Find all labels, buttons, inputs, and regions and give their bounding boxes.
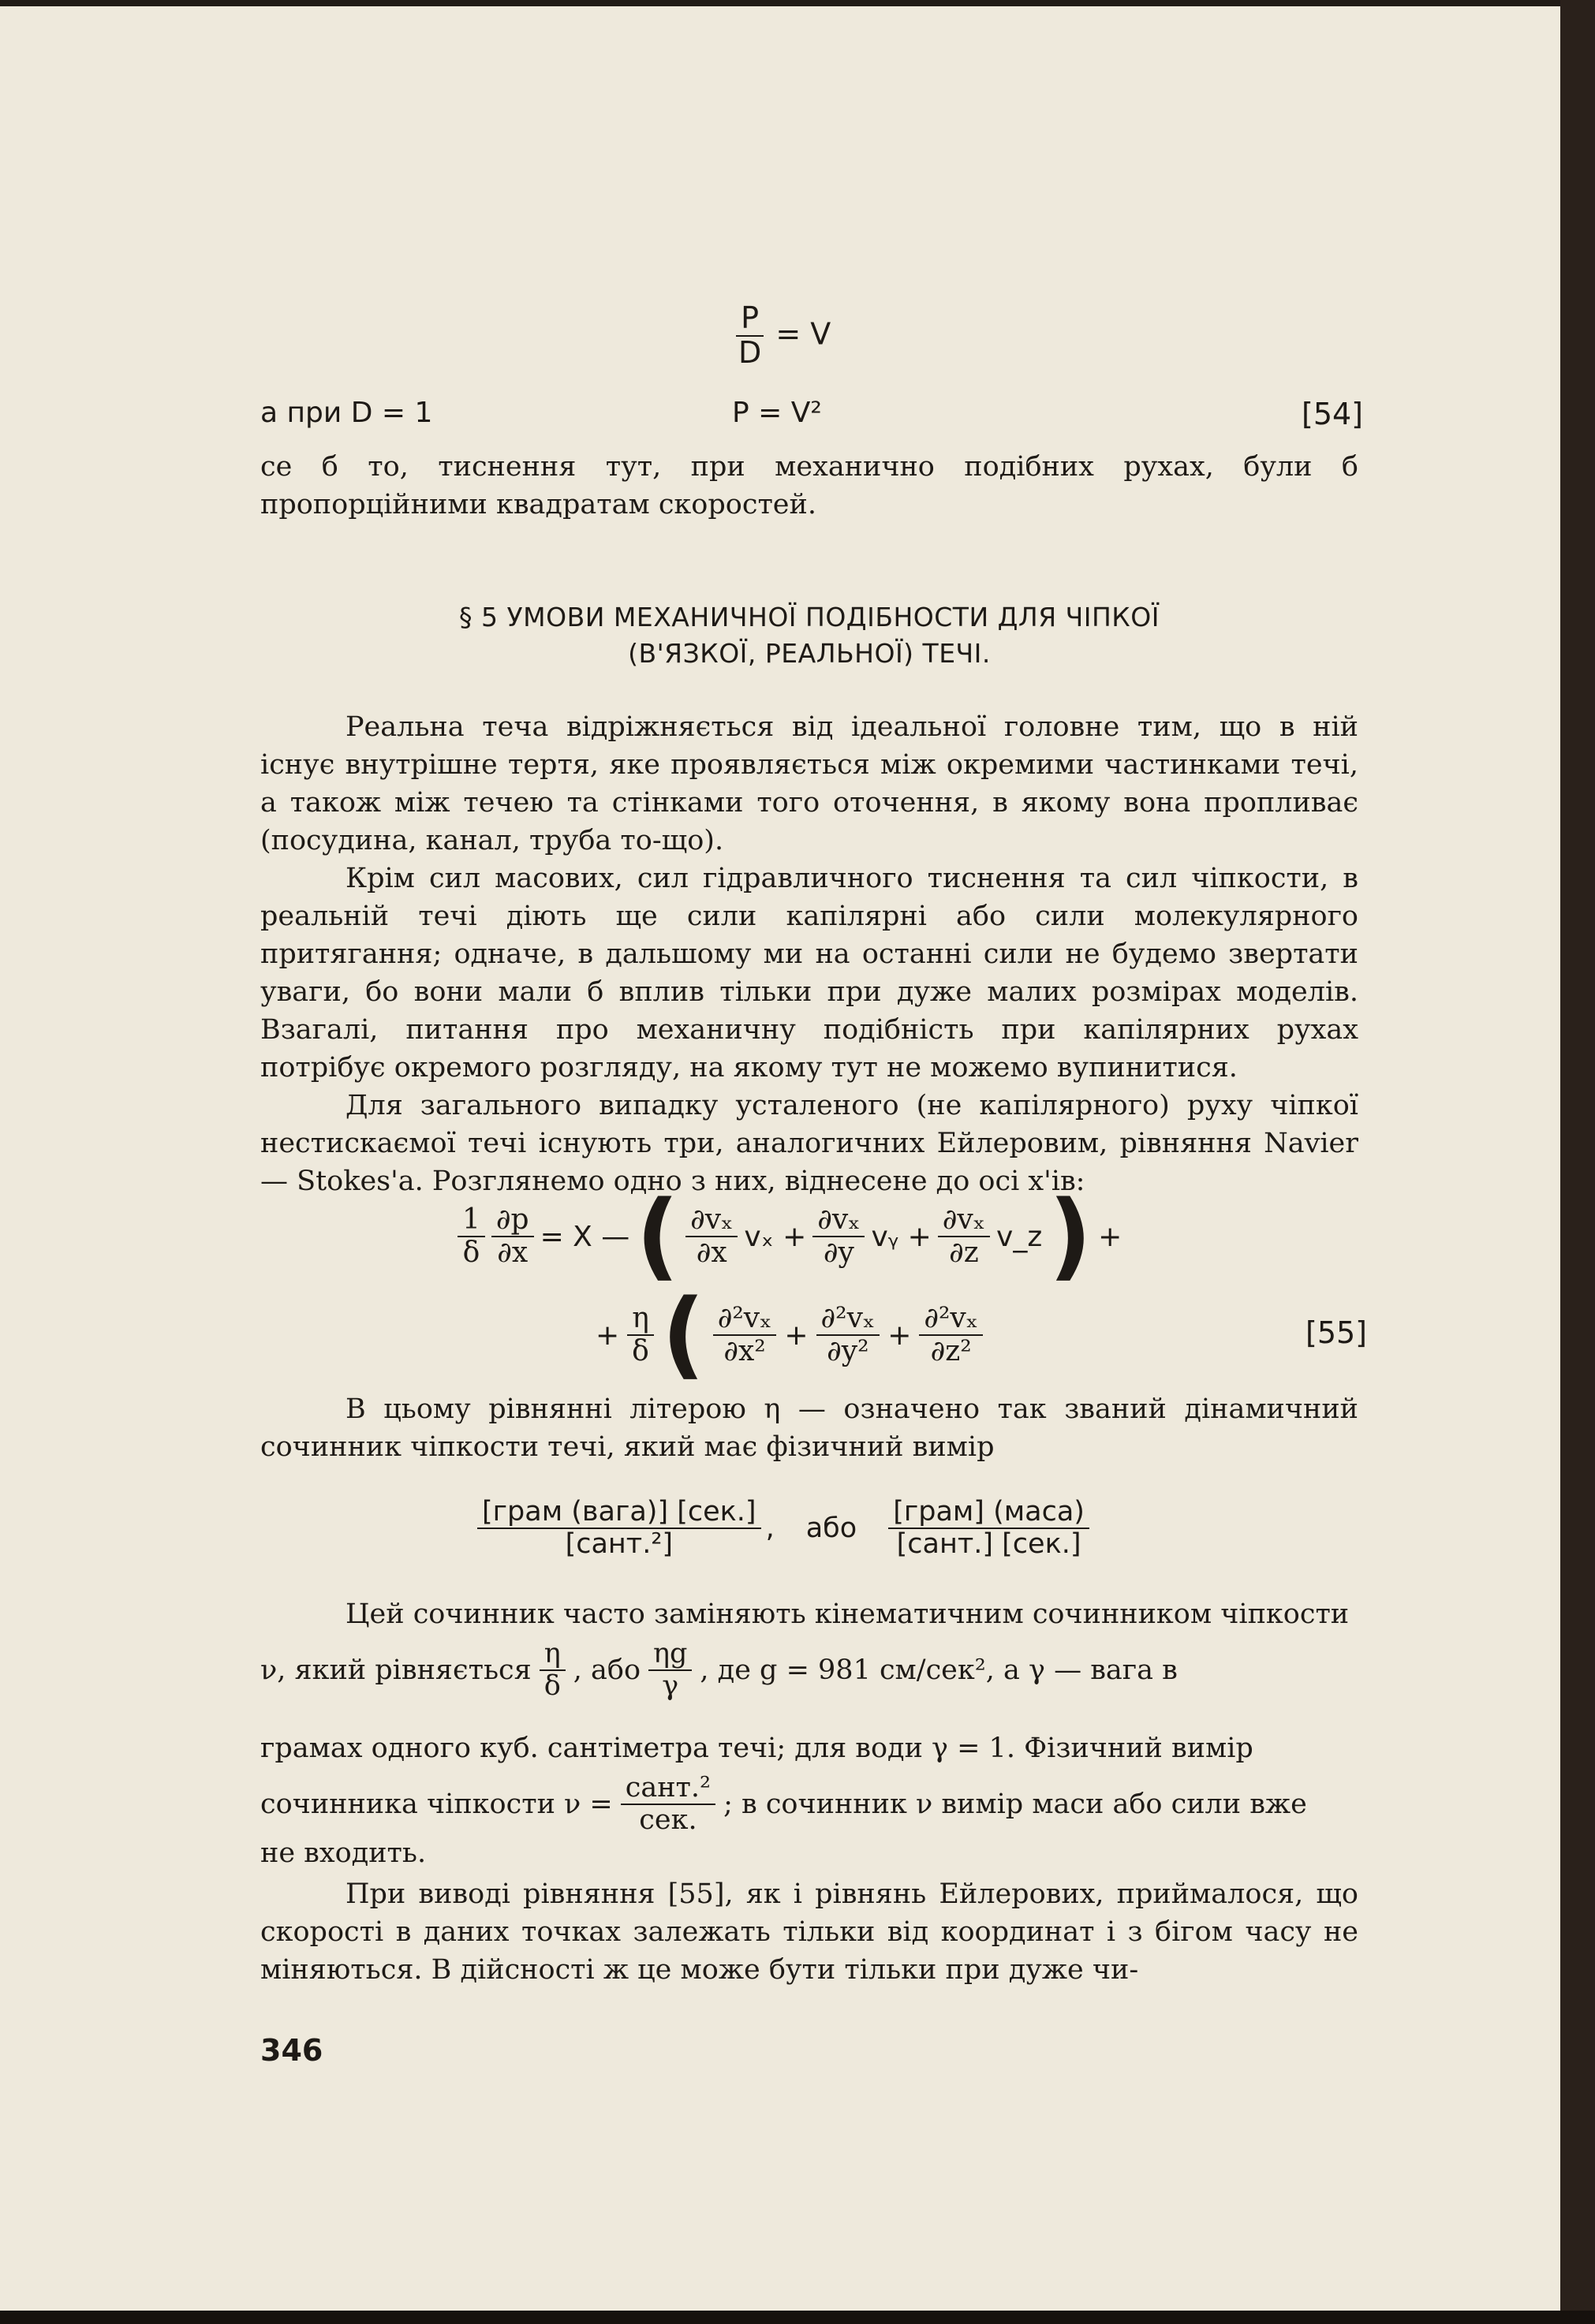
equation-54-number: [54]: [1302, 397, 1364, 431]
eq55-t3-num: ∂vₓ: [938, 1204, 990, 1237]
equation-p-over-d: [734, 302, 831, 370]
equation-55-line-2: [596, 1280, 983, 1390]
units-line: [477, 1497, 1089, 1559]
eq55-rparen: ): [1048, 1181, 1093, 1291]
heading-line-2: (В'ЯЗКОЇ, РЕАЛЬНОЇ) ТЕЧІ.: [628, 638, 991, 669]
eq55-plus-1: +: [784, 1319, 809, 1352]
paragraph-1: Реальна теча відріжняється від ідеальної головне тим, що в ній існує внутрішне тертя, яке проявляється між окремими частинками течі, а також між течею та стінками того оточення, в якому вона пропливає (посудина, канал, труба то-що).: [260, 711, 1358, 856]
p5l2-post: , де g = 981 см/сек², а γ — вага в: [700, 1654, 1178, 1686]
eq55-tail: +: [1098, 1220, 1122, 1253]
equation-55-number: [55]: [1306, 1315, 1368, 1350]
units-comma: ,: [765, 1512, 775, 1544]
units-b-num: [грам] (маса): [888, 1497, 1089, 1529]
eq55-s1-num: ∂²vₓ: [713, 1303, 777, 1336]
paragraph-5-line-5: не входить.: [260, 1837, 427, 1869]
eq55-t2-num: ∂vₓ: [812, 1204, 865, 1237]
scan-bottom-edge: [0, 2311, 1595, 2324]
paragraph-6: При виводі рівняння [55], як і рівнянь Ейлерових, приймалося, що скорості в даних точках залежать тільки від координат і з бігом часу не міняються. В дійсності ж це може бути тільки при дуже чи-: [260, 1878, 1358, 1986]
paragraph-5-line-3-block: [260, 1729, 1358, 1767]
units-a-num: [грам (вага)] [сек.]: [477, 1497, 761, 1529]
p5l4-f-num: сант.²: [621, 1773, 715, 1805]
p5l2-f1-num: η: [540, 1639, 566, 1671]
units-a-den: [сант.²]: [565, 1528, 674, 1560]
eq55-delta: δ: [462, 1237, 480, 1269]
paragraph-5-line-2: [260, 1639, 1358, 1701]
p5l2-mid: , або: [573, 1654, 641, 1686]
paragraph-2: Крім сил масових, сил гідравличного тиснення та сил чіпкости, в реальній течі діють ще сили капілярні або сили молекулярного притягання; одначе, в дальшому ми на останні сили не будемо звертати уваги, бо вони мали б вплив тільки при дуже малих розмірах моделів. Взагалі, питання про механичну подібність при капілярних рухах потрібує окремого розгляду, на якому тут не можемо вупинитися.: [260, 863, 1358, 1084]
body-block-3: [260, 1595, 1358, 1633]
eq55-dx: ∂x: [497, 1237, 529, 1269]
paragraph-5-line-4: [260, 1773, 1358, 1835]
equation-55-line-1: [458, 1181, 1122, 1291]
eq55-line2-lead: +: [596, 1319, 620, 1352]
eq-pdv-num: P: [736, 302, 764, 337]
paragraph-top: се б то, тиснення тут, при механично подібних рухах, були б пропорційними квадратам скоростей.: [260, 451, 1358, 520]
eq55-t1-den: ∂x: [696, 1237, 727, 1269]
eq55-one: 1: [458, 1204, 485, 1237]
heading-line-1: § 5 УМОВИ МЕХАНИЧНОЇ ПОДІБНОСТИ ДЛЯ ЧІПКОЇ: [459, 602, 1160, 632]
body-block-1: [260, 708, 1358, 1200]
eq55-lparen-2: (: [661, 1280, 705, 1390]
eq55-s3-num: ∂²vₓ: [919, 1303, 983, 1336]
p5l4-post: ; в сочинник ν вимір маси або сили вже: [723, 1788, 1307, 1820]
book-spine-edge: [1560, 0, 1595, 2324]
eq55-t3-den: ∂z: [949, 1237, 979, 1269]
eq55-lparen: (: [636, 1181, 680, 1291]
eq55-s3-den: ∂z²: [930, 1335, 972, 1367]
p5l2-f2-num: ηg: [648, 1639, 692, 1671]
eq55-s2-den: ∂y²: [827, 1335, 869, 1367]
units-or: або: [805, 1512, 857, 1544]
p5l2-pre: ν, який рівняється: [260, 1654, 532, 1686]
paragraph-top-block: [260, 448, 1358, 524]
eq55-eta: η: [627, 1303, 654, 1336]
eq55-t1-num: ∂vₓ: [685, 1204, 738, 1237]
equation-54-formula: P = V²: [732, 397, 822, 429]
eq55-eq-x: = X —: [540, 1220, 630, 1253]
section-heading: [260, 599, 1358, 672]
body-block-2: [260, 1390, 1358, 1466]
paragraph-5-line-1: Цей сочинник часто заміняють кінематичним сочинником чіпкости: [346, 1598, 1350, 1630]
eq-pdv-rhs: = V: [775, 316, 831, 352]
units-b-den: [сант.] [сек.]: [896, 1528, 1081, 1560]
p5l4-f-den: сек.: [639, 1804, 697, 1836]
paragraph-3: Для загального випадку усталеного (не капілярного) руху чіпкої нестискаємої течі існують три, аналогичних Ейлеровим, рівняння Navier — Stokes'a. Розглянемо одно з них, віднесене до осі х'ів:: [260, 1090, 1358, 1197]
paragraph-4: В цьому рівнянні літерою η — означено так званий дінамичний сочинник чіпкости течі, який має фізичний вимір: [260, 1393, 1358, 1463]
paragraph-5-line-5-block: [260, 1834, 1358, 1872]
eq55-s2-num: ∂²vₓ: [816, 1303, 880, 1336]
eq55-eta-delta: δ: [632, 1335, 649, 1367]
eq55-dp: ∂p: [491, 1204, 534, 1237]
eq55-t1-mul: vₓ +: [744, 1220, 807, 1253]
p5l4-pre: сочинника чіпкости ν =: [260, 1788, 613, 1820]
body-block-4: [260, 1875, 1358, 1989]
p5l2-f1-den: δ: [543, 1669, 561, 1702]
equation-54-lead: а при D = 1: [260, 397, 433, 429]
paragraph-5-line-3: грамах одного куб. сантіметра течі; для води γ = 1. Фізичний вимір: [260, 1733, 1253, 1764]
p5l2-f2-den: γ: [662, 1669, 679, 1702]
eq55-s1-den: ∂x²: [723, 1335, 766, 1367]
eq55-t2-den: ∂y: [823, 1237, 854, 1269]
page-number: 346: [260, 2033, 323, 2068]
eq55-t3-mul: v_z: [996, 1220, 1043, 1253]
eq55-plus-2: +: [887, 1319, 912, 1352]
eq55-t2-mul: vᵧ +: [871, 1220, 932, 1253]
eq-pdv-den: D: [738, 334, 762, 370]
